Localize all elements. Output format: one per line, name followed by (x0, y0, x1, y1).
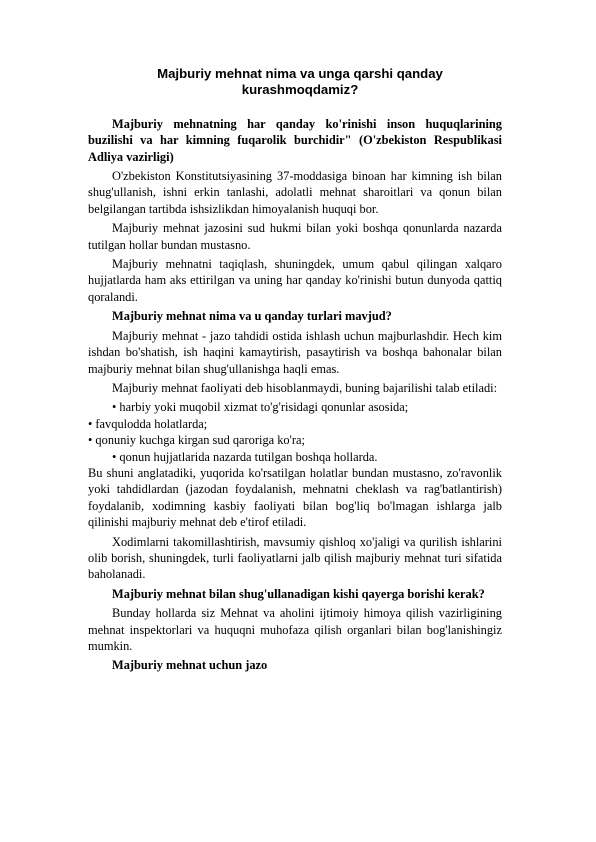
section-heading-punishment: Majburiy mehnat uchun jazo (112, 658, 268, 673)
document-page (88, 66, 502, 677)
paragraph-definition: Majburiy mehnat - jazo tahdidi ostida ishlash uchun majburlashdir. Hech kim ishdan bo'shatish, ish haqini kamaytirish, pasaytirish va boshqa bahonalar bilan majburiy mehnat bilan shug'ullanishga haqli emas. (88, 328, 502, 376)
list-item: • harbiy yoki muqobil xizmat to'g'risidagi qonunlar asosida; (112, 400, 409, 415)
paragraph-meaning: Bu shuni anglatadiki, yuqorida ko'rsatilgan holatlar bundan mustasno, zo'ravonlik yoki tahdidlardan (jazodan foydalanish, mehnatni cheklash va rag'batlantirish) foydalanib, xodimning kasbiy faoliyati bilan bog'liq bo'lmagan ishlarga jalb qilinishi majburiy mehnat deb e'tirof etiladi. (88, 465, 502, 530)
paragraph-not-considered: Majburiy mehnat faoliyati deb hisoblanmaydi, buning bajarilishi talab etiladi: (112, 380, 498, 395)
paragraph-exception: Majburiy mehnat jazosini sud hukmi bilan yoki boshqa qonunlarda nazarda tutilgan hollar bundan mustasno. (88, 221, 502, 252)
list-item: • qonuniy kuchga kirgan sud qaroriga ko'ra; (88, 433, 305, 448)
paragraph-contact: Bunday hollarda siz Mehnat va aholini ijtimoiy himoya qilish vazirligining mehnat inspektorlari va huquqni muhofaza qilish organlari bilan bog'lanishingiz mumkin. (88, 606, 502, 653)
intro-bold-paragraph: Majburiy mehnatning har qanday ko'rinishi inson huquqlarining buzilishi va har kimning fuqarolik burchidir" (O'zbekiston Respublikasi Adliya vazirligi) (88, 116, 502, 164)
section-heading-what-is: Majburiy mehnat nima va u qanday turlari mavjud? (112, 309, 392, 324)
list-item: • favqulodda holatlarda; (88, 416, 208, 431)
section-heading-where-to-go: Majburiy mehnat bilan shug'ullanadigan kishi qayerga borishi kerak? (112, 586, 485, 601)
paragraph-constitution: O'zbekiston Konstitutsiyasining 37-moddasiga binoan har kimning ish bilan shug'ullanish, ishni erkin tanlashi, adolatli mehnat sharoitlari va qonun bilan belgilangan tartibda ishsizlikdan himoyalanish huquqi bor. (88, 169, 502, 216)
document-title: Majburiy mehnat nima va unga qarshi qanday kurashmoqdamiz? (157, 66, 443, 98)
list-item: • qonun hujjatlarida nazarda tutilgan boshqa hollarda. (112, 449, 378, 464)
paragraph-international: Majburiy mehnatni taqiqlash, shuningdek, umum qabul qilingan xalqaro hujjatlarda ham aks ettirilgan va uning har qanday ko'rinishi butun dunyoda qattiq qoralandi. (88, 257, 502, 304)
paragraph-evaluation: Xodimlarni takomillashtirish, mavsumiy qishloq xo'jaligi va qurilish ishlarini olib borish, shuningdek, turli faoliyatlarni jalb qilish majburiy mehnat turi sifatida baholanadi. (88, 534, 502, 582)
